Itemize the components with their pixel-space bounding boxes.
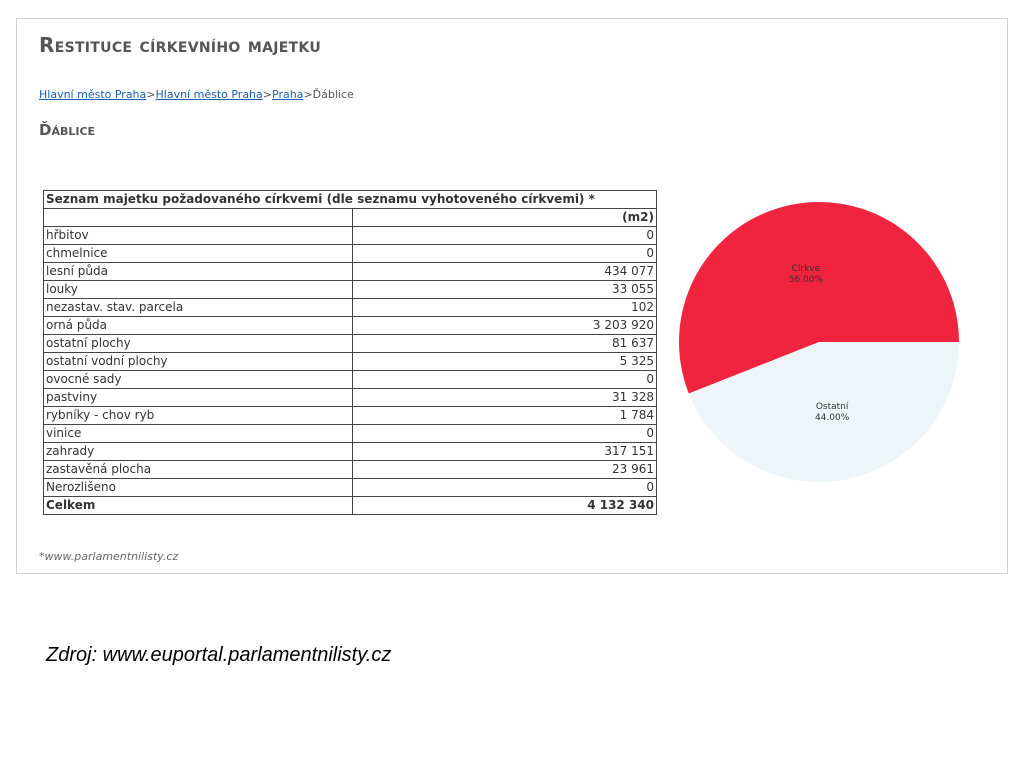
breadcrumb-link-2[interactable]: Hlavní město Praha xyxy=(155,88,263,101)
pie-slice-percent: 56.00% xyxy=(788,275,824,286)
row-value: 102 xyxy=(353,299,657,317)
section-title: Ďáblice xyxy=(39,121,96,139)
row-label: ostatní vodní plochy xyxy=(44,353,353,371)
total-label: Celkem xyxy=(44,497,353,515)
pie-slice-percent: 44.00% xyxy=(814,412,850,423)
row-label: zahrady xyxy=(44,443,353,461)
total-value: 4 132 340 xyxy=(353,497,657,515)
row-value: 0 xyxy=(353,425,657,443)
breadcrumb-separator: > xyxy=(262,88,272,101)
breadcrumb-link-3[interactable]: Praha xyxy=(272,88,304,101)
footnote: *www.parlamentnilisty.cz xyxy=(39,550,179,563)
row-label: chmelnice xyxy=(44,245,353,263)
source-caption: Zdroj: www.euportal.parlamentnilisty.cz xyxy=(46,644,392,666)
pie-slice-label: Ostatní xyxy=(815,401,849,412)
row-value: 0 xyxy=(353,371,657,389)
row-value: 81 637 xyxy=(353,335,657,353)
row-label: orná půda xyxy=(44,317,353,335)
row-label: nezastav. stav. parcela xyxy=(44,299,353,317)
row-value: 434 077 xyxy=(353,263,657,281)
article-panel xyxy=(16,18,1008,574)
row-value: 0 xyxy=(353,479,657,497)
row-label: lesní půda xyxy=(44,263,353,281)
row-value: 3 203 920 xyxy=(353,317,657,335)
row-label: pastviny xyxy=(44,389,353,407)
row-value: 23 961 xyxy=(353,461,657,479)
table-unit: (m2) xyxy=(353,209,657,227)
row-label: ovocné sady xyxy=(44,371,353,389)
row-value: 31 328 xyxy=(353,389,657,407)
row-label: vinice xyxy=(44,425,353,443)
breadcrumb-link-1[interactable]: Hlavní město Praha xyxy=(39,88,147,101)
row-value: 5 325 xyxy=(353,353,657,371)
breadcrumb-separator: > xyxy=(146,88,156,101)
page-title: Restituce církevního majetku xyxy=(39,33,322,57)
row-label: rybníky - chov ryb xyxy=(44,407,353,425)
row-value: 317 151 xyxy=(353,443,657,461)
row-value: 33 055 xyxy=(353,281,657,299)
row-label: zastavěná plocha xyxy=(44,461,353,479)
row-value: 1 784 xyxy=(353,407,657,425)
breadcrumb-separator: > xyxy=(303,88,313,101)
row-label: Nerozlišeno xyxy=(44,479,353,497)
row-label: hřbitov xyxy=(44,227,353,245)
row-value: 0 xyxy=(353,245,657,263)
table-title: Seznam majetku požadovaného církvemi (dle seznamu vyhotoveného církvemi) * xyxy=(44,191,657,209)
breadcrumb-current: Ďáblice xyxy=(312,88,354,101)
row-label: louky xyxy=(44,281,353,299)
pie-slice-label: Církve xyxy=(791,264,821,275)
row-value: 0 xyxy=(353,227,657,245)
row-label: ostatní plochy xyxy=(44,335,353,353)
pie-chart xyxy=(17,19,1007,573)
